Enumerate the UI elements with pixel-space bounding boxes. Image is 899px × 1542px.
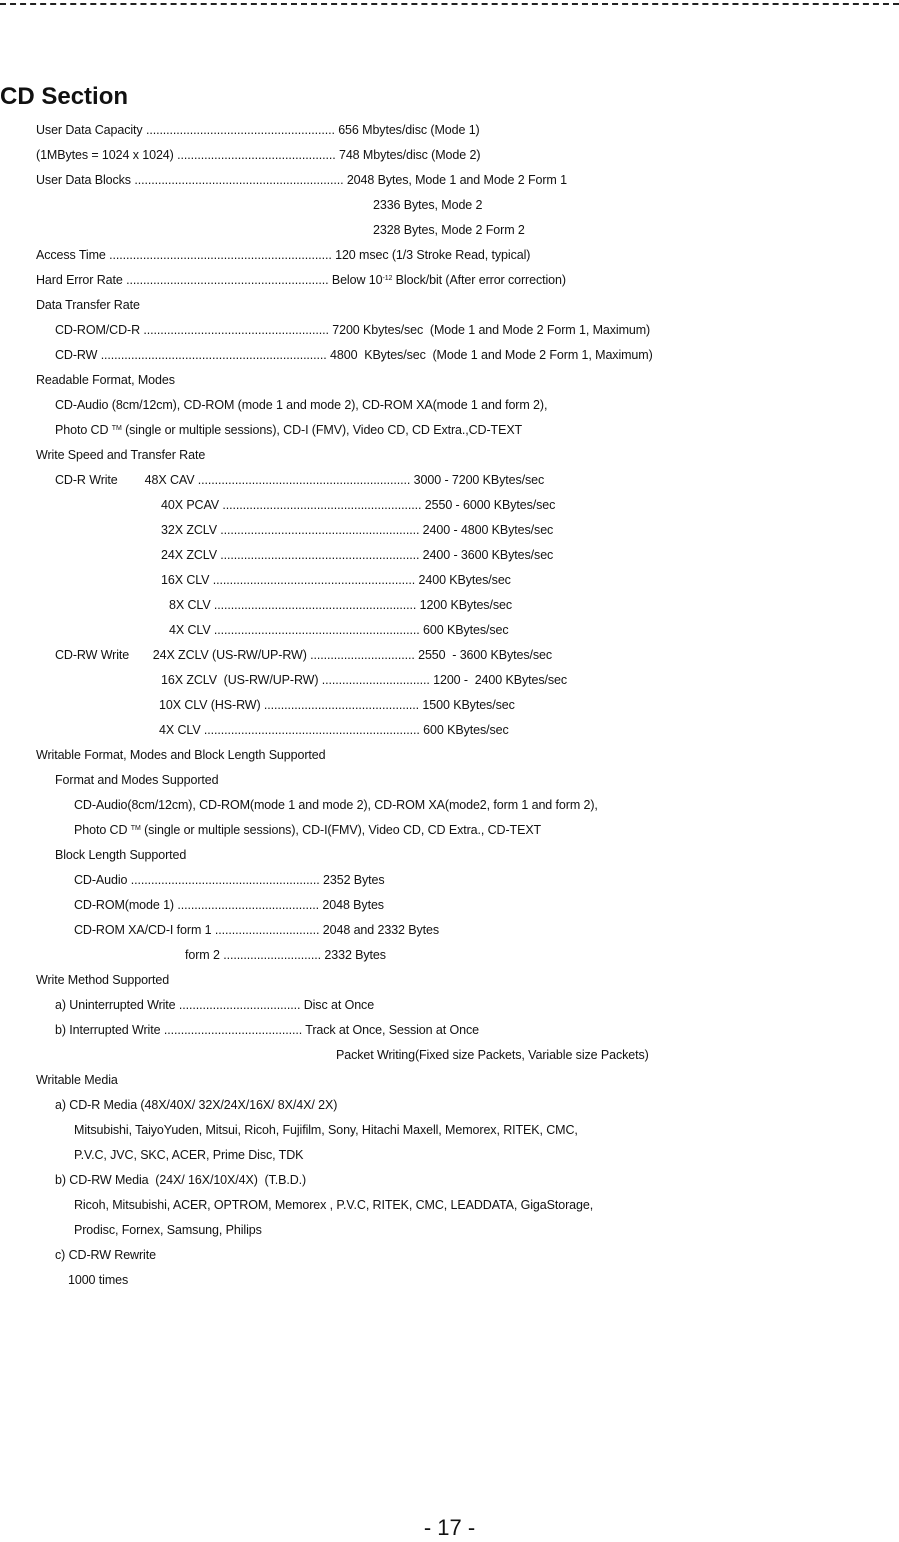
spec-line: a) CD-R Media (48X/40X/ 32X/24X/16X/ 8X/4X/ 2X) <box>55 1098 338 1112</box>
spec-heading: Write Speed and Transfer Rate <box>36 448 206 462</box>
spec-line: Photo CD ™ (single or multiple sessions), CD-I(FMV), Video CD, CD Extra., CD-TEXT <box>74 823 542 837</box>
spec-line: a) Uninterrupted Write .................................... Disc at Once <box>55 998 375 1012</box>
spec-line: 4X CLV ............................................................. 600 KBytes/sec <box>169 623 509 637</box>
spec-line: 2328 Bytes, Mode 2 Form 2 <box>373 223 525 237</box>
spec-line: Hard Error Rate ............................................................ Below $10^{-12}$ Block/bit (After error correction) <box>36 273 566 287</box>
spec-line: Ricoh, Mitsubishi, ACER, OPTROM, Memorex , P.V.C, RITEK, CMC, LEADDATA, GigaStorage, <box>74 1198 594 1212</box>
spec-heading: Data Transfer Rate <box>36 298 140 312</box>
spec-line: 16X CLV ............................................................ 2400 KBytes/sec <box>161 573 511 587</box>
spec-line: (1MBytes = 1024 x 1024) ............................................... 748 Mbytes/disc (Mode 2) <box>36 148 481 162</box>
spec-heading: Writable Media <box>36 1073 118 1087</box>
spec-line: 2336 Bytes, Mode 2 <box>373 198 483 212</box>
page-number: - 17 - <box>423 1515 476 1540</box>
spec-line: User Data Capacity ........................................................ 656 Mbytes/disc (Mode 1) <box>36 123 480 137</box>
section-title: CD Section <box>0 83 129 110</box>
spec-line: CD-RW ................................................................... 4800 KBytes/sec (Mode 1 and Mode 2 Form 1, Maximum) <box>55 348 653 362</box>
spec-line: form 2 ............................. 2332 Bytes <box>185 948 386 962</box>
spec-line: Prodisc, Fornex, Samsung, Philips <box>74 1223 262 1237</box>
spec-line: Access Time .................................................................. 120 msec (1/3 Stroke Read, typical) <box>36 248 531 262</box>
spec-line: 10X CLV (HS-RW) .............................................. 1500 KBytes/sec <box>159 698 515 712</box>
spec-line: Mitsubishi, TaiyoYuden, Mitsui, Ricoh, Fujifilm, Sony, Hitachi Maxell, Memorex, RITEK, CMC, <box>74 1123 578 1137</box>
superscript: -12 <box>382 274 393 282</box>
spec-heading: Writable Format, Modes and Block Length Supported <box>36 748 326 762</box>
spec-heading: Write Method Supported <box>36 973 170 987</box>
spec-line: 16X ZCLV (US-RW/UP-RW) ................................ 1200 - 2400 KBytes/sec <box>161 673 568 687</box>
spec-line: User Data Blocks .............................................................. 2048 Bytes, Mode 1 and Mode 2 Form 1 <box>36 173 567 187</box>
spec-heading: Readable Format, Modes <box>36 373 175 387</box>
spec-line: CD-ROM XA/CD-I form 1 ............................... 2048 and 2332 Bytes <box>74 923 440 937</box>
spec-line: 8X CLV ............................................................ 1200 KBytes/sec <box>169 598 512 612</box>
spec-line: Packet Writing(Fixed size Packets, Variable size Packets) <box>336 1048 649 1062</box>
spec-line: 24X ZCLV ........................................................... 2400 - 3600 KBytes/sec <box>161 548 554 562</box>
spec-line: CD-Audio (8cm/12cm), CD-ROM (mode 1 and mode 2), CD-ROM XA(mode 1 and form 2), <box>55 398 548 412</box>
spec-line: 1000 times <box>68 1273 129 1287</box>
spec-line: c) CD-RW Rewrite <box>55 1248 156 1262</box>
spec-line: CD-RW Write 24X ZCLV (US-RW/UP-RW) ............................... 2550 - 3600 KBytes/sec <box>55 648 552 662</box>
spec-line: P.V.C, JVC, SKC, ACER, Prime Disc, TDK <box>74 1148 304 1162</box>
spec-line: 32X ZCLV ........................................................... 2400 - 4800 KBytes/sec <box>161 523 554 537</box>
spec-line: CD-Audio(8cm/12cm), CD-ROM(mode 1 and mode 2), CD-ROM XA(mode2, form 1 and form 2), <box>74 798 598 812</box>
spec-line: CD-R Write 48X CAV ............................................................... 3000 - 7200 KBytes/sec <box>55 473 545 487</box>
spec-line: CD-ROM/CD-R ....................................................... 7200 Kbytes/sec (Mode 1 and Mode 2 Form 1, Maximum) <box>55 323 651 337</box>
spec-line: CD-ROM(mode 1) .......................................... 2048 Bytes <box>74 898 384 912</box>
spec-line: 4X CLV ................................................................ 600 KBytes/sec <box>159 723 509 737</box>
spec-line: Photo CD ™ (single or multiple sessions), CD-I (FMV), Video CD, CD Extra.,CD-TEXT <box>55 423 523 437</box>
spec-subheading: Block Length Supported <box>55 848 187 862</box>
spec-subheading: Format and Modes Supported <box>55 773 219 787</box>
spec-line: b) CD-RW Media (24X/ 16X/10X/4X) (T.B.D.) <box>55 1173 307 1187</box>
top-dashed-rule <box>0 3 899 5</box>
spec-line: 40X PCAV ........................................................... 2550 - 6000 KBytes/sec <box>161 498 556 512</box>
spec-line: CD-Audio ........................................................ 2352 Bytes <box>74 873 385 887</box>
spec-line: b) Interrupted Write ......................................... Track at Once, Session at Once <box>55 1023 479 1037</box>
trademark-mark: TM <box>130 824 141 832</box>
trademark-mark: TM <box>111 424 122 432</box>
